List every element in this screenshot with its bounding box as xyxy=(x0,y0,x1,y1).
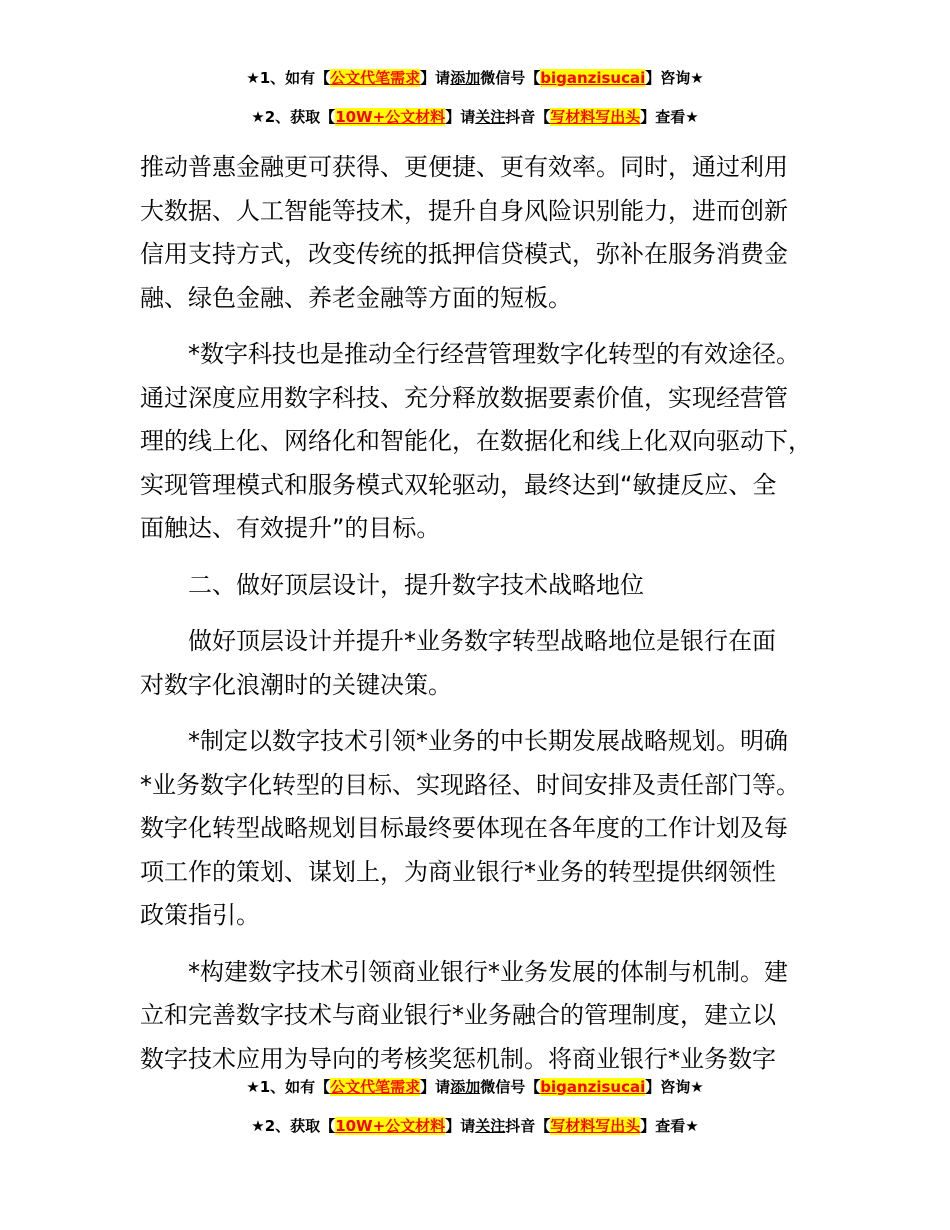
text-line: 面触达、有效提升”的目标。 xyxy=(140,514,441,542)
paragraph xyxy=(140,951,835,1082)
promo-underlined: 关注 xyxy=(475,1117,506,1135)
text-line: 实现管理模式和服务模式双轮驱动，最终达到“敏捷反应、全 xyxy=(140,470,777,499)
heading-text: 二、做好顶层设计，提升数字技术战略地位 xyxy=(188,570,644,599)
paragraph xyxy=(140,333,835,551)
text-line: *数字科技也是推动全行经营管理数字化转型的有效途径。 xyxy=(188,340,800,368)
promo-highlight: 10W+公文材料 xyxy=(335,1117,446,1135)
text-line: 做好顶层设计并提升*业务数字转型战略地位是银行在面 xyxy=(188,627,776,655)
text-line: 对数字化浪潮时的关键决策。 xyxy=(140,670,452,699)
promo-text: 】请 xyxy=(420,1078,451,1096)
promo-underlined: 添加 xyxy=(450,1078,481,1096)
document-body xyxy=(140,146,835,1081)
promo-text: 】咨询★ xyxy=(645,69,704,87)
text-line: *业务数字化转型的目标、实现路径、时间安排及责任部门等。 xyxy=(140,770,800,799)
header-promo-line-2 xyxy=(0,102,950,132)
text-line: 大数据、人工智能等技术，提升自身风险识别能力，进而创新 xyxy=(140,196,788,225)
text-line: 项工作的策划、谋划上，为商业银行*业务的转型提供纲领性 xyxy=(140,857,776,886)
text-line: 信用支持方式，改变传统的抵押信贷模式，弥补在服务消费金 xyxy=(140,240,788,268)
promo-text: 】请 xyxy=(445,108,476,126)
paragraph xyxy=(140,720,835,938)
promo-text: 】请 xyxy=(445,1117,476,1135)
text-line: 数字化转型战略规划目标最终要体现在各年度的工作计划及每 xyxy=(140,814,788,842)
promo-text: 】咨询★ xyxy=(645,1078,704,1096)
promo-highlight: 写材料写出头 xyxy=(550,1117,641,1135)
paragraph xyxy=(140,620,835,707)
text-line: 推动普惠金融更可获得、更便捷、更有效率。同时，通过利用 xyxy=(140,153,788,181)
text-line: 通过深度应用数字科技、充分释放数据要素价值，实现经营管 xyxy=(140,383,788,412)
promo-text: 】查看★ xyxy=(640,1117,699,1135)
promo-text: ★1、如有【 xyxy=(246,69,331,87)
promo-underlined: 关注 xyxy=(475,108,506,126)
promo-text: 】查看★ xyxy=(640,108,699,126)
promo-highlight: 公文代笔需求 xyxy=(330,69,421,87)
footer-promo-line-2 xyxy=(0,1111,950,1141)
promo-text: 抖音【 xyxy=(505,108,551,126)
text-line: 融、绿色金融、养老金融等方面的短板。 xyxy=(140,283,572,312)
promo-text: 】请 xyxy=(420,69,451,87)
promo-text: ★2、获取【 xyxy=(251,1117,336,1135)
promo-highlight: 10W+公文材料 xyxy=(335,108,446,126)
text-line: 数字技术应用为导向的考核奖惩机制。将商业银行*业务数字 xyxy=(140,1044,776,1073)
promo-underlined: 添加 xyxy=(450,69,481,87)
promo-highlight: biganzisucai xyxy=(540,1078,646,1096)
promo-text: ★2、获取【 xyxy=(251,108,336,126)
promo-highlight: biganzisucai xyxy=(540,69,646,87)
promo-highlight: 写材料写出头 xyxy=(550,108,641,126)
promo-text: 微信号【 xyxy=(480,1078,541,1096)
promo-highlight: 公文代笔需求 xyxy=(330,1078,421,1096)
text-line: 政策指引。 xyxy=(140,901,260,929)
text-line: *构建数字技术引领商业银行*业务发展的体制与机制。建 xyxy=(188,957,788,986)
header-promo-line-1 xyxy=(0,63,950,93)
text-line: 立和完善数字技术与商业银行*业务融合的管理制度，建立以 xyxy=(140,1001,776,1029)
promo-text: 抖音【 xyxy=(505,1117,551,1135)
promo-text: 微信号【 xyxy=(480,69,541,87)
footer-promo-line-1 xyxy=(0,1072,950,1102)
paragraph xyxy=(140,146,835,320)
promo-text: ★1、如有【 xyxy=(246,1078,331,1096)
text-line: 理的线上化、网络化和智能化，在数据化和线上化双向驱动下， xyxy=(140,427,812,455)
text-line: *制定以数字技术引领*业务的中长期发展战略规划。明确 xyxy=(188,727,788,755)
section-heading xyxy=(140,564,835,608)
